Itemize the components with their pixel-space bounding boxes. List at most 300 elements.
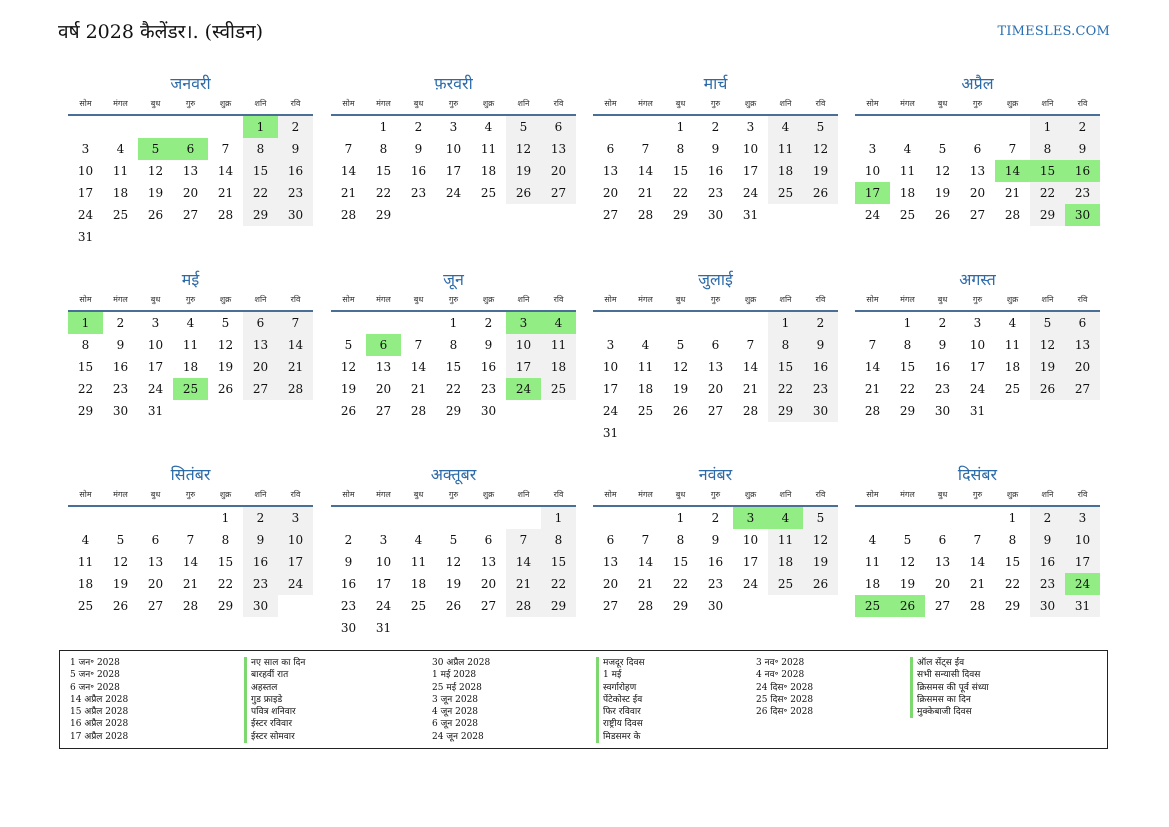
day-cell: 8 — [768, 334, 803, 356]
weekday-label: शनि — [779, 490, 792, 499]
day-cell: 11 — [541, 334, 576, 356]
week-row — [68, 312, 313, 334]
day-cell: 9 — [116, 338, 125, 352]
week-row — [331, 116, 576, 138]
day-cell: 30 — [243, 595, 278, 617]
weekday-label: गुरु — [448, 295, 459, 304]
day-cell: 4 — [484, 120, 493, 134]
day-cell: 7 — [221, 142, 230, 156]
month-title: अक्तूबर — [430, 465, 477, 484]
week-row — [68, 182, 313, 204]
day-cell: 16 — [803, 356, 838, 378]
weekday-label: गुरु — [972, 295, 983, 304]
day-cell: 29 — [375, 208, 392, 222]
day-cell: 17 — [1065, 551, 1100, 573]
weekday-label: बुध — [413, 99, 424, 108]
weekday-label: सोम — [866, 99, 879, 108]
day-cell: 21 — [410, 382, 427, 396]
day-cell: 14 — [969, 555, 986, 569]
day-cell: 19 — [340, 382, 357, 396]
day-cell: 5 — [344, 338, 353, 352]
day-cell: 28 — [410, 404, 427, 418]
month-calendar — [593, 71, 838, 226]
day-cell: 21 — [182, 577, 199, 591]
weekday-label: मंगल — [638, 295, 653, 304]
week-row — [68, 138, 313, 160]
weekday-label: शुक्र — [219, 490, 232, 499]
day-cell: 22 — [899, 382, 916, 396]
day-cell: 31 — [147, 404, 164, 418]
week-row — [855, 312, 1100, 334]
day-cell: 30 — [803, 400, 838, 422]
day-cell: 15 — [77, 360, 94, 374]
week-row — [331, 400, 576, 422]
day-cell: 9 — [278, 138, 313, 160]
day-cell: 27 — [707, 404, 724, 418]
day-cell: 26 — [445, 599, 462, 613]
empty-cell — [1030, 400, 1065, 422]
day-cell: 29 — [768, 400, 803, 422]
day-cell: 24 — [375, 599, 392, 613]
day-cell: 15 — [375, 164, 392, 178]
day-cell: 5 — [221, 316, 230, 330]
day-cell: 9 — [1065, 138, 1100, 160]
day-cell: 24 — [742, 186, 759, 200]
weekday-label: शुक्र — [1006, 490, 1019, 499]
week-row — [331, 312, 576, 334]
day-cell: 8 — [379, 142, 388, 156]
day-cell: 27 — [375, 404, 392, 418]
day-cell: 13 — [602, 555, 619, 569]
weekday-label: मंगल — [900, 490, 915, 499]
day-cell: 20 — [1065, 356, 1100, 378]
day-cell: 5 — [903, 533, 912, 547]
holiday-date: 1 जन॰ 2028 — [70, 658, 120, 668]
day-cell: 28 — [864, 404, 881, 418]
weekday-label: रवि — [815, 490, 826, 499]
day-cell: 6 — [151, 533, 160, 547]
day-cell: 27 — [602, 599, 619, 613]
day-cell: 27 — [1065, 378, 1100, 400]
empty-cell — [401, 507, 436, 529]
day-cell: 27 — [934, 599, 951, 613]
day-cell: 3 — [449, 120, 458, 134]
day-cell: 17 — [375, 577, 392, 591]
day-cell: 1 — [768, 312, 803, 334]
holiday-date: 26 दिस॰ 2028 — [756, 707, 814, 718]
weekday-label: गुरु — [972, 490, 983, 499]
day-cell: 17 — [506, 356, 541, 378]
day-cell: 28 — [637, 599, 654, 613]
weekday-label: मंगल — [638, 490, 653, 499]
day-cell: 12 — [506, 138, 541, 160]
day-cell: 8 — [541, 529, 576, 551]
week-row — [331, 573, 576, 595]
day-cell: 26 — [112, 599, 129, 613]
day-cell: 15 — [541, 551, 576, 573]
day-cell: 23 — [278, 182, 313, 204]
day-cell: 5 — [938, 142, 947, 156]
week-row — [593, 138, 838, 160]
day-cell: 31 — [969, 404, 986, 418]
day-cell: 21 — [742, 382, 759, 396]
weekday-label: बुध — [150, 295, 161, 304]
week-row — [593, 400, 838, 422]
day-cell: 27 — [480, 599, 497, 613]
day-cell: 7 — [973, 533, 982, 547]
month-title: दिसंबर — [957, 465, 998, 484]
day-cell: 2 — [711, 120, 720, 134]
day-cell: 25 — [112, 208, 129, 222]
empty-cell — [663, 312, 698, 334]
day-cell: 3 — [81, 142, 90, 156]
day-cell: 22 — [243, 182, 278, 204]
day-cell: 6 — [1065, 312, 1100, 334]
empty-cell — [995, 400, 1030, 422]
day-cell: 28 — [1004, 208, 1021, 222]
holiday-date: 25 मई 2028 — [432, 682, 482, 693]
week-row — [593, 422, 838, 444]
day-cell: 14 — [217, 164, 234, 178]
day-cell: 20 — [375, 382, 392, 396]
weekday-label: बुध — [150, 99, 161, 108]
day-cell: 21 — [637, 577, 654, 591]
day-cell: 8 — [243, 138, 278, 160]
week-row — [68, 116, 313, 138]
weekday-label: गुरु — [710, 490, 721, 499]
holiday-date: 24 जून 2028 — [432, 731, 484, 742]
empty-cell — [803, 204, 838, 226]
day-cell: 2 — [711, 511, 720, 525]
holiday-date: 3 जून 2028 — [432, 694, 479, 705]
day-cell: 26 — [217, 382, 234, 396]
holiday-name: बारहवीं रात — [244, 669, 305, 681]
day-cell: 24 — [602, 404, 619, 418]
empty-cell — [663, 422, 698, 444]
day-cell: 11 — [410, 555, 427, 569]
day-cell: 20 — [541, 160, 576, 182]
day-cell: 26 — [1030, 378, 1065, 400]
week-row — [331, 529, 576, 551]
empty-cell — [890, 116, 925, 138]
day-cell: 8 — [903, 338, 912, 352]
weekday-label: रवि — [290, 490, 301, 499]
empty-cell — [401, 204, 436, 226]
day-cell: 19 — [672, 382, 689, 396]
day-cell: 27 — [182, 208, 199, 222]
empty-cell — [331, 312, 366, 334]
day-cell: 29 — [217, 599, 234, 613]
empty-cell — [366, 507, 401, 529]
day-cell: 8 — [221, 533, 230, 547]
holiday-date: 5 जन॰ 2028 — [70, 670, 120, 681]
day-cell: 16 — [278, 160, 313, 182]
day-cell: 24 — [278, 573, 313, 595]
week-row — [331, 334, 576, 356]
day-cell: 28 — [969, 599, 986, 613]
day-cell: 13 — [602, 164, 619, 178]
week-row — [593, 507, 838, 529]
empty-cell — [243, 226, 278, 248]
weekday-label: सोम — [79, 99, 92, 108]
week-row — [593, 595, 838, 617]
legend-name-column — [910, 657, 989, 718]
week-row — [68, 400, 313, 422]
weekday-label: शनि — [1041, 490, 1054, 499]
empty-cell — [890, 507, 925, 529]
weekday-label: सोम — [604, 99, 617, 108]
weekday-label: रवि — [1077, 295, 1088, 304]
day-cell: 21 — [506, 573, 541, 595]
day-cell: 12 — [217, 338, 234, 352]
weekday-label: रवि — [815, 295, 826, 304]
month-calendar — [855, 71, 1100, 226]
weekday-label: शुक्र — [1006, 295, 1019, 304]
weekday-header — [331, 97, 576, 116]
empty-cell — [855, 116, 890, 138]
empty-cell — [593, 312, 628, 334]
week-row — [855, 160, 1100, 182]
day-cell: 25 — [899, 208, 916, 222]
holiday-name: मुक्केबाजी दिवस — [910, 706, 989, 718]
holiday-name: नए साल का दिन — [244, 657, 305, 669]
day-cell: 7 — [1008, 142, 1017, 156]
day-cell: 4 — [768, 116, 803, 138]
day-cell: 9 — [414, 142, 423, 156]
holiday-date: 14 अप्रैल 2028 — [70, 694, 129, 705]
weekday-label: गुरु — [972, 99, 983, 108]
day-cell: 11 — [77, 555, 94, 569]
day-cell: 10 — [969, 338, 986, 352]
weekday-label: रवि — [815, 99, 826, 108]
weekday-header — [68, 488, 313, 507]
legend-date-column — [432, 657, 490, 743]
day-cell: 10 — [742, 142, 759, 156]
day-cell: 10 — [742, 533, 759, 547]
day-cell: 6 — [484, 533, 493, 547]
day-cell: 4 — [641, 338, 650, 352]
empty-cell — [803, 595, 838, 617]
day-cell: 16 — [340, 577, 357, 591]
day-cell: 8 — [81, 338, 90, 352]
week-row — [331, 356, 576, 378]
day-cell: 3 — [506, 312, 541, 334]
week-row — [593, 204, 838, 226]
week-row — [68, 551, 313, 573]
day-cell: 11 — [480, 142, 497, 156]
day-cell: 14 — [637, 555, 654, 569]
site-link[interactable]: TIMESLES.COM — [997, 24, 1110, 39]
day-cell: 27 — [602, 208, 619, 222]
day-cell: 20 — [602, 577, 619, 591]
week-row — [855, 507, 1100, 529]
day-cell: 25 — [1004, 382, 1021, 396]
week-row — [68, 595, 313, 617]
day-cell: 16 — [1030, 551, 1065, 573]
day-cell: 26 — [803, 573, 838, 595]
day-cell: 10 — [147, 338, 164, 352]
day-cell: 20 — [934, 577, 951, 591]
weekday-label: बुध — [675, 490, 686, 499]
holiday-name: फिर रविवार — [596, 706, 645, 718]
weekday-label: मंगल — [376, 295, 391, 304]
weekday-label: शनि — [517, 99, 530, 108]
week-row — [331, 617, 576, 639]
day-cell: 30 — [340, 621, 357, 635]
day-cell: 21 — [637, 186, 654, 200]
month-calendar — [68, 71, 313, 248]
weekday-label: बुध — [675, 295, 686, 304]
weekday-label: शुक्र — [219, 295, 232, 304]
empty-cell — [173, 400, 208, 422]
day-cell: 4 — [903, 142, 912, 156]
day-cell: 13 — [969, 164, 986, 178]
day-cell: 20 — [480, 577, 497, 591]
holiday-date: 30 अप्रैल 2028 — [432, 658, 491, 668]
day-cell: 3 — [278, 507, 313, 529]
empty-cell — [471, 617, 506, 639]
day-cell: 23 — [803, 378, 838, 400]
page-title: वर्ष 2028 कैलेंडर।. (स्वीडन) — [58, 21, 264, 43]
day-cell: 23 — [934, 382, 951, 396]
empty-cell — [436, 617, 471, 639]
day-cell: 19 — [445, 577, 462, 591]
day-cell: 1 — [243, 116, 278, 138]
empty-cell — [541, 204, 576, 226]
day-cell: 13 — [182, 164, 199, 178]
day-cell: 2 — [484, 316, 493, 330]
week-row — [593, 334, 838, 356]
holiday-name: अहस्तल — [244, 682, 305, 694]
day-cell: 3 — [973, 316, 982, 330]
day-cell: 11 — [182, 338, 199, 352]
week-row — [855, 138, 1100, 160]
day-cell: 4 — [868, 533, 877, 547]
day-cell: 26 — [803, 182, 838, 204]
day-cell: 2 — [1030, 507, 1065, 529]
weekday-label: शनि — [254, 295, 267, 304]
day-cell: 12 — [899, 555, 916, 569]
empty-cell — [995, 116, 1030, 138]
week-row — [68, 356, 313, 378]
day-cell: 14 — [506, 551, 541, 573]
day-cell: 8 — [449, 338, 458, 352]
month-title: अप्रैल — [961, 74, 994, 93]
day-cell: 15 — [899, 360, 916, 374]
empty-cell — [401, 617, 436, 639]
month-title: मई — [181, 270, 200, 289]
empty-cell — [925, 507, 960, 529]
day-cell: 17 — [742, 555, 759, 569]
day-cell: 13 — [541, 138, 576, 160]
weekday-label: मंगल — [376, 490, 391, 499]
weekday-header — [68, 97, 313, 116]
weekday-label: गुरु — [710, 295, 721, 304]
day-cell: 21 — [969, 577, 986, 591]
empty-cell — [436, 204, 471, 226]
day-cell: 29 — [1004, 599, 1021, 613]
day-cell: 4 — [414, 533, 423, 547]
day-cell: 11 — [864, 555, 881, 569]
day-cell: 16 — [480, 360, 497, 374]
week-row — [331, 160, 576, 182]
day-cell: 14 — [637, 164, 654, 178]
day-cell: 9 — [938, 338, 947, 352]
day-cell: 1 — [903, 316, 912, 330]
day-cell: 24 — [742, 577, 759, 591]
weekday-label: सोम — [866, 490, 879, 499]
day-cell: 5 — [676, 338, 685, 352]
day-cell: 26 — [506, 182, 541, 204]
empty-cell — [506, 617, 541, 639]
day-cell: 18 — [864, 577, 881, 591]
empty-cell — [1065, 400, 1100, 422]
day-cell: 11 — [899, 164, 916, 178]
weekday-label: सोम — [342, 99, 355, 108]
day-cell: 22 — [1030, 182, 1065, 204]
day-cell: 3 — [379, 533, 388, 547]
empty-cell — [68, 116, 103, 138]
day-cell: 30 — [112, 404, 129, 418]
day-cell: 12 — [803, 138, 838, 160]
day-cell: 19 — [899, 577, 916, 591]
weekday-label: मंगल — [376, 99, 391, 108]
day-cell: 14 — [340, 164, 357, 178]
day-cell: 6 — [606, 533, 615, 547]
day-cell: 24 — [147, 382, 164, 396]
empty-cell — [855, 312, 890, 334]
empty-cell — [541, 400, 576, 422]
day-cell: 14 — [864, 360, 881, 374]
day-cell: 23 — [1030, 573, 1065, 595]
day-cell: 23 — [340, 599, 357, 613]
weekday-label: रवि — [1077, 99, 1088, 108]
day-cell: 16 — [1065, 160, 1100, 182]
weekday-label: मंगल — [113, 295, 128, 304]
day-cell: 27 — [541, 182, 576, 204]
week-row — [855, 529, 1100, 551]
week-row — [593, 573, 838, 595]
holiday-name: सभी सन्यासी दिवस — [910, 669, 989, 681]
day-cell: 21 — [278, 356, 313, 378]
day-cell: 29 — [1030, 204, 1065, 226]
month-calendar — [855, 462, 1100, 617]
day-cell: 15 — [1004, 555, 1021, 569]
empty-cell — [173, 507, 208, 529]
day-cell: 9 — [711, 142, 720, 156]
holiday-name: क्रिसमस की पूर्व संध्या — [910, 682, 989, 694]
day-cell: 10 — [375, 555, 392, 569]
day-cell: 21 — [217, 186, 234, 200]
day-cell: 25 — [541, 378, 576, 400]
day-cell: 15 — [243, 160, 278, 182]
day-cell: 1 — [541, 507, 576, 529]
day-cell: 2 — [344, 533, 353, 547]
day-cell: 11 — [112, 164, 129, 178]
day-cell: 23 — [112, 382, 129, 396]
day-cell: 2 — [1065, 116, 1100, 138]
day-cell: 8 — [676, 533, 685, 547]
day-cell: 2 — [116, 316, 125, 330]
weekday-label: मंगल — [113, 99, 128, 108]
day-cell: 9 — [711, 533, 720, 547]
day-cell: 22 — [672, 577, 689, 591]
week-row — [68, 204, 313, 226]
weekday-header — [331, 488, 576, 507]
week-row — [855, 378, 1100, 400]
weekday-label: बुध — [150, 490, 161, 499]
month-calendar — [68, 462, 313, 617]
